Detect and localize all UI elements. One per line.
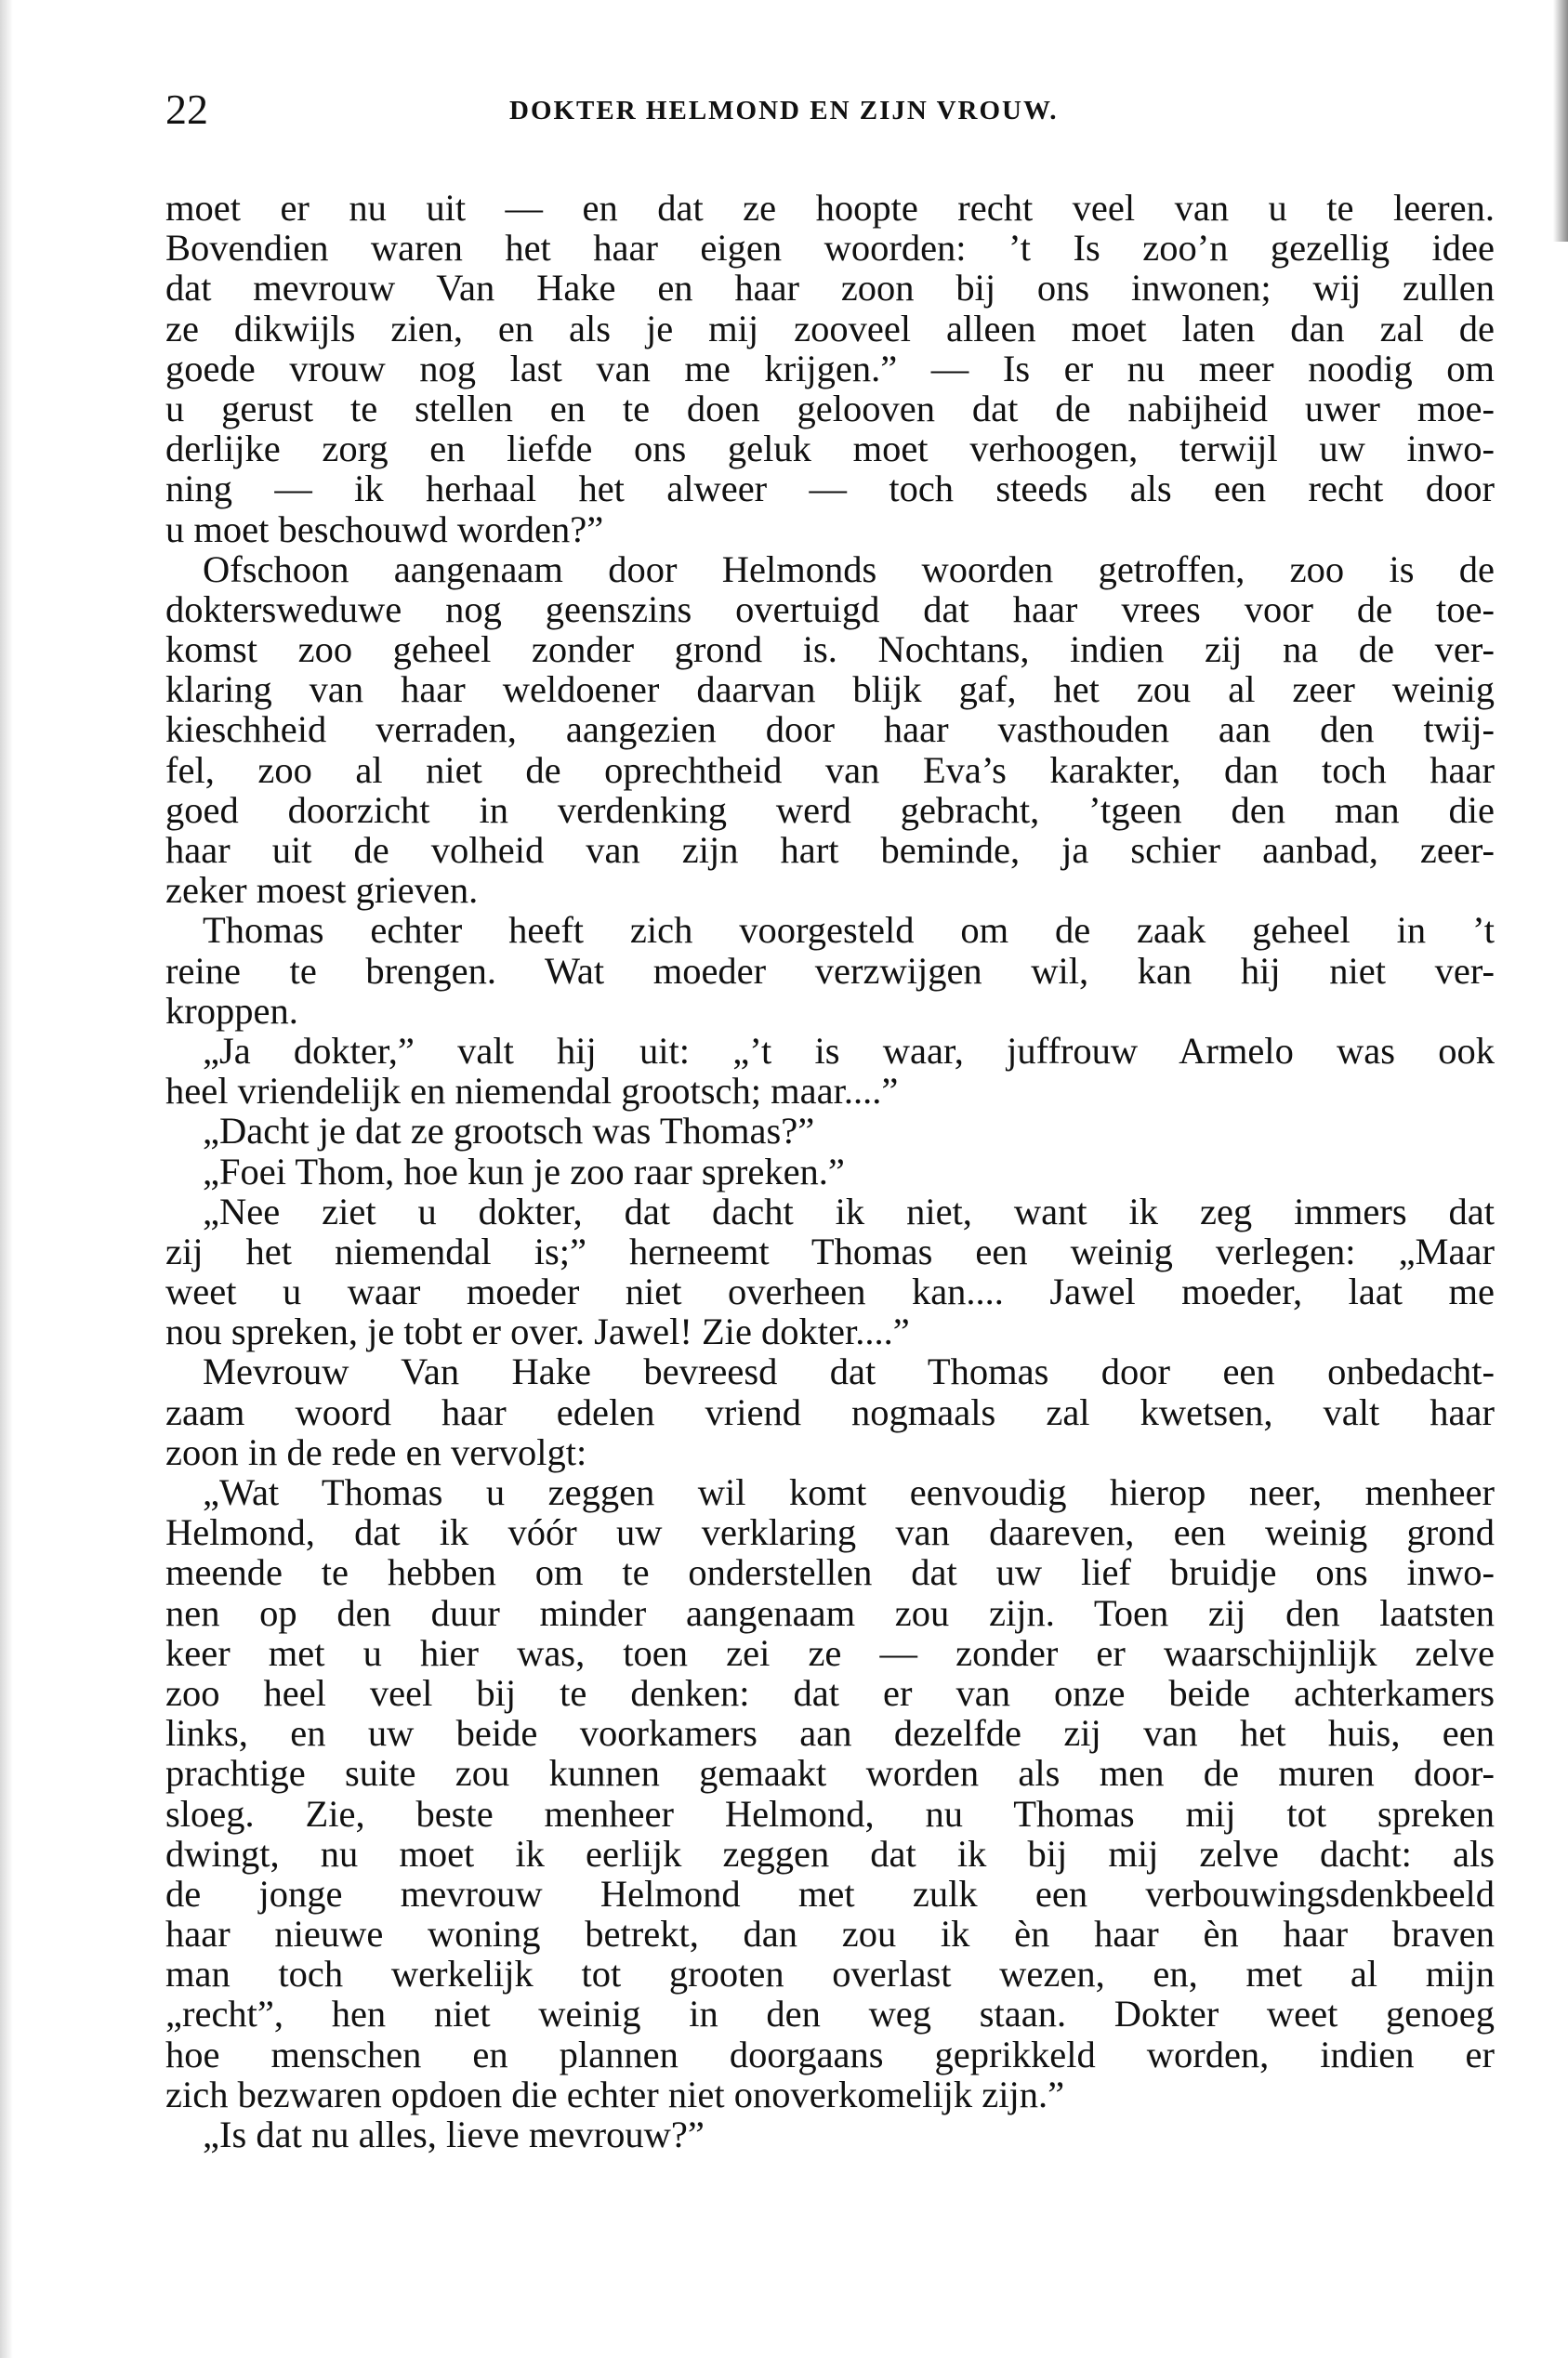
text-line: zich bezwaren opdoen die echter niet onoverkomelijk zijn.” [165,2073,1065,2115]
text-line: derlijke zorg en liefde ons geluk moet verhoogen, terwijl uw inwo- [165,428,1495,470]
text-line: fel, zoo al niet de oprechtheid van Eva’s karakter, dan toch haar [165,748,1495,791]
text-line: zaam woord haar edelen vriend nogmaals zal kwetsen, valt haar [165,1390,1495,1433]
text-line: hoe menschen en plannen doorgaans geprikkeld worden, indien er [165,2033,1495,2075]
text-line: „Foei Thom, hoe kun je zoo raar spreken.” [203,1150,845,1192]
body-text [165,188,1495,2154]
text-line: komst zoo geheel zonder grond is. Nochtans, indien zij na de ver- [165,628,1495,671]
text-line: u moet beschouwd worden?” [165,507,604,550]
text-line: Mevrouw Van Hake bevreesd dat Thomas door een onbedacht- [203,1350,1495,1393]
text-line: dat mevrouw Van Hake en haar zoon bij ons inwonen; wij zullen [165,267,1495,310]
text-line: ze dikwijls zien, en als je mij zooveel alleen moet laten dan zal de [165,307,1495,349]
text-line: reine te brengen. Wat moeder verzwijgen wil, kan hij niet ver- [165,949,1495,992]
text-line: zij het niemendal is;” herneemt Thomas een weinig verlegen: „Maar [165,1230,1495,1272]
running-head [165,82,1504,138]
text-line: haar nieuwe woning betrekt, dan zou ik èn haar èn haar braven [165,1913,1495,1956]
text-line: goede vrouw nog last van me krijgen.” — Is er nu meer noodig om [165,347,1495,389]
text-line: weet u waar moeder niet overheen kan.... Jawel moeder, laat me [165,1271,1495,1313]
text-line: man toch werkelijk tot grooten overlast wezen, en, met al mijn [165,1953,1495,1996]
text-line: zeker moest grieven. [165,869,479,912]
text-line: Thomas echter heeft zich voorgesteld om de zaak geheel in ’t [203,909,1495,952]
text-line: de jonge mevrouw Helmond met zulk een verbouwingsdenkbeeld [165,1872,1495,1915]
text-line: haar uit de volheid van zijn hart beminde, ja schier aanbad, zeer- [165,829,1495,871]
page-edge-shadow-right [1553,0,1568,242]
text-line: meende te hebben om te onderstellen dat uw lief bruidje ons inwo- [165,1551,1495,1594]
text-line: kroppen. [165,989,298,1032]
text-line: goed doorzicht in verdenking werd gebracht, ’tgeen den man die [165,788,1495,831]
text-line: moet er nu uit — en dat ze hoopte recht veel van u te leeren. [165,187,1495,229]
text-line: „Ja dokter,” valt hij uit: „’t is waar, juffrouw Armelo was ook [203,1029,1495,1072]
text-line: links, en uw beide voorkamers aan dezelfde zij van het huis, een [165,1712,1495,1755]
text-line: nen op den duur minder aangenaam zou zijn. Toen zij den laatsten [165,1591,1495,1634]
text-line: zoon in de rede en vervolgt: [165,1430,587,1473]
running-title: DOKTER HELMOND EN ZIJN VROUW. [509,96,1059,125]
text-line: u gerust te stellen en te doen gelooven dat de nabijheid uwer moe- [165,387,1495,429]
text-line: keer met u hier was, toen zei ze — zonder er waarschijnlijk zelve [165,1631,1495,1674]
text-line: kieschheid verraden, aangezien door haar vasthouden aan den twij- [165,708,1495,751]
text-line: heel vriendelijk en niemendal grootsch; maar....” [165,1070,899,1113]
text-line: „Nee ziet u dokter, dat dacht ik niet, want ik zeg immers dat [203,1190,1495,1232]
page-number: 22 [165,86,208,133]
text-line: sloeg. Zie, beste menheer Helmond, nu Thomas mij tot spreken [165,1792,1495,1835]
text-line: „Dacht je dat ze grootsch was Thomas?” [203,1110,815,1153]
text-line: Ofschoon aangenaam door Helmonds woorden getroffen, zoo is de [203,547,1495,590]
text-line: „recht”, hen niet weinig in den weg staan. Dokter weet genoeg [165,1993,1495,2035]
text-line: zoo heel veel bij te denken: dat er van onze beide achterkamers [165,1671,1495,1714]
text-line: ning — ik herhaal het alweer — toch steeds als een recht door [165,468,1495,510]
text-line: prachtige suite zou kunnen gemaakt worden als men de muren door- [165,1752,1495,1795]
text-line: „Is dat nu alles, lieve mevrouw?” [203,2114,705,2155]
text-line: nou spreken, je tobt er over. Jawel! Zie dokter....” [165,1311,910,1353]
text-line: „Wat Thomas u zeggen wil komt eenvoudig hierop neer, menheer [203,1471,1495,1513]
page-edge-shadow-left [0,0,13,2358]
text-line: Helmond, dat ik vóór uw verklaring van daareven, een weinig grond [165,1511,1495,1554]
text-line: dwingt, nu moet ik eerlijk zeggen dat ik bij mij zelve dacht: als [165,1832,1495,1875]
text-line: klaring van haar weldoener daarvan blijk gaf, het zou al zeer weinig [165,668,1495,711]
text-line: Bovendien waren het haar eigen woorden: ’t Is zoo’n gezellig idee [165,227,1495,270]
text-line: doktersweduwe nog geenszins overtuigd dat haar vrees voor de toe- [165,587,1495,630]
